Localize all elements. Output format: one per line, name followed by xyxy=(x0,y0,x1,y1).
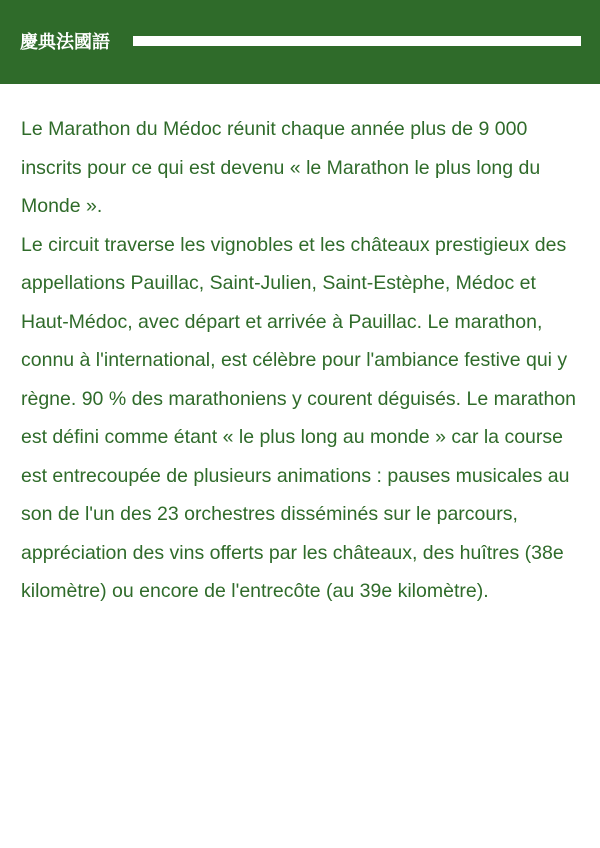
article-paragraph: Le circuit traverse les vignobles et les châteaux prestigieux des appellations Pauillac, Saint-Julien, Saint-Estèphe, Médoc et Haut-Médoc, avec départ et arrivée à Pauillac. Le marathon, connu à l'international, est célèbre pour l'ambiance festive qui y règne. 90 % des marathoniens y courent déguisés. Le marathon est défini comme étant « le plus long au monde » car la course est entrecoupée de plusieurs animations : pauses musicales au son de l'un des 23 orchestres disséminés sur le parcours, appréciation des vins offerts par les châteaux, des huîtres (38e kilomètre) ou encore de l'entrecôte (au 39e kilomètre). xyxy=(21,233,577,602)
header-divider xyxy=(133,36,581,46)
header-title: 慶典法國語 xyxy=(20,32,110,53)
article-body xyxy=(21,110,581,611)
header-bar xyxy=(0,0,600,84)
article-paragraph: Le Marathon du Médoc réunit chaque année plus de 9 000 inscrits pour ce qui est devenu « le Marathon le plus long du Monde ». xyxy=(21,118,541,217)
